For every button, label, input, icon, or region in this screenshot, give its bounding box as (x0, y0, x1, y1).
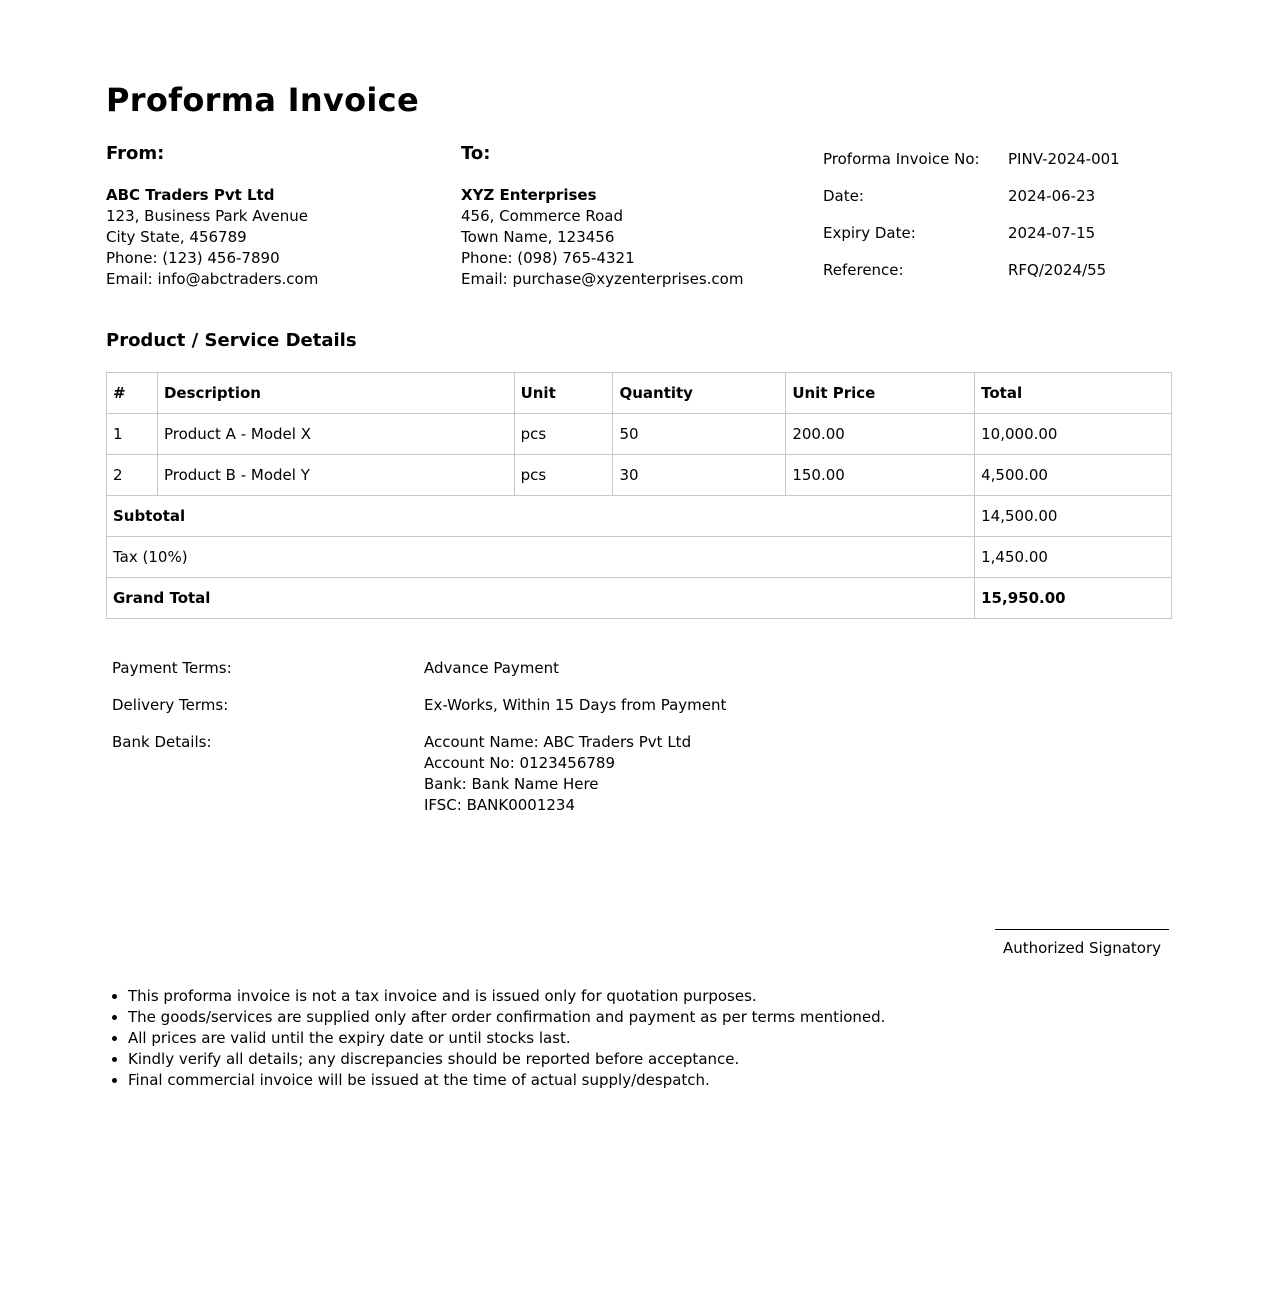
meta-label: Proforma Invoice No: (823, 150, 980, 168)
from-phone: Phone: (123) 456-7890 (106, 249, 280, 267)
tax-label: Tax (10%) (107, 537, 975, 578)
list-item: • The goods/services are supplied only after order confirmation and payment as per terms mentioned. (128, 1007, 885, 1028)
bank-details-label: Bank Details: (112, 733, 212, 751)
from-block (106, 143, 446, 290)
table-row (107, 414, 1172, 455)
meta-invoice-no (823, 148, 1172, 185)
from-heading: From: (106, 143, 165, 164)
column-header: Total (975, 373, 1172, 414)
meta-expiry-date (823, 222, 1172, 259)
signature-line (995, 913, 1169, 930)
table-cell: Product B - Model Y (157, 455, 514, 496)
from-email: Email: info@abctraders.com (106, 270, 319, 288)
column-header: # (107, 373, 158, 414)
items-table (106, 372, 1172, 619)
table-row (107, 455, 1172, 496)
meta-label: Reference: (823, 261, 904, 279)
meta-value: RFQ/2024/55 (1008, 261, 1107, 279)
to-email: Email: purchase@xyzenterprises.com (461, 270, 744, 288)
to-heading: To: (461, 143, 491, 164)
section-title: Product / Service Details (106, 330, 357, 351)
payment-terms-value: Advance Payment (424, 659, 560, 677)
to-company-name: XYZ Enterprises (461, 186, 597, 204)
table-cell: 4,500.00 (975, 455, 1172, 496)
list-item: • All prices are valid until the expiry date or until stocks last. (128, 1028, 885, 1049)
bank-account-no: Account No: 0123456789 (424, 754, 615, 772)
from-company-name: ABC Traders Pvt Ltd (106, 186, 275, 204)
table-header-row (107, 373, 1172, 414)
bank-details (112, 732, 1012, 816)
table-cell: Product A - Model X (157, 414, 514, 455)
meta-label: Expiry Date: (823, 224, 916, 242)
from-address-line1: 123, Business Park Avenue (106, 207, 308, 225)
signature-label: Authorized Signatory (1002, 939, 1162, 957)
to-address-line1: 456, Commerce Road (461, 207, 623, 225)
terms-section (112, 658, 1012, 832)
table-cell: 10,000.00 (975, 414, 1172, 455)
column-header: Description (157, 373, 514, 414)
delivery-terms-label: Delivery Terms: (112, 696, 229, 714)
meta-reference (823, 259, 1172, 296)
meta-value: PINV-2024-001 (1008, 150, 1120, 168)
invoice-meta (823, 148, 1172, 296)
bank-ifsc: IFSC: BANK0001234 (424, 796, 576, 814)
meta-value: 2024-06-23 (1008, 187, 1096, 205)
to-block (461, 143, 821, 290)
grand-total-row (107, 578, 1172, 619)
meta-label: Date: (823, 187, 864, 205)
notes-list (106, 986, 885, 1091)
to-address-line2: Town Name, 123456 (461, 228, 615, 246)
bank-name: Bank: Bank Name Here (424, 775, 599, 793)
table-cell: 200.00 (786, 414, 975, 455)
column-header: Quantity (613, 373, 786, 414)
column-header: Unit (514, 373, 613, 414)
column-header: Unit Price (786, 373, 975, 414)
subtotal-label: Subtotal (107, 496, 975, 537)
tax-value: 1,450.00 (975, 537, 1172, 578)
to-phone: Phone: (098) 765-4321 (461, 249, 635, 267)
subtotal-value: 14,500.00 (975, 496, 1172, 537)
table-cell: 2 (107, 455, 158, 496)
delivery-terms (112, 695, 1012, 716)
from-address-line2: City State, 456789 (106, 228, 247, 246)
list-item: • Kindly verify all details; any discrepancies should be reported before acceptance. (128, 1049, 885, 1070)
page-title: Proforma Invoice (106, 81, 419, 119)
table-cell: 30 (613, 455, 786, 496)
meta-value: 2024-07-15 (1008, 224, 1096, 242)
bank-account-name: Account Name: ABC Traders Pvt Ltd (424, 733, 692, 751)
grand-total-value: 15,950.00 (975, 578, 1172, 619)
tax-row (107, 537, 1172, 578)
table-cell: 1 (107, 414, 158, 455)
meta-date (823, 185, 1172, 222)
table-cell: 150.00 (786, 455, 975, 496)
bank-details-value (424, 732, 691, 816)
table-cell: 50 (613, 414, 786, 455)
signature-block (995, 913, 1169, 958)
list-item: • Final commercial invoice will be issued at the time of actual supply/despatch. (128, 1070, 885, 1091)
delivery-terms-value: Ex-Works, Within 15 Days from Payment (424, 696, 727, 714)
table-cell: pcs (514, 414, 613, 455)
list-item: • This proforma invoice is not a tax invoice and is issued only for quotation purposes. (128, 986, 885, 1007)
table-cell: pcs (514, 455, 613, 496)
subtotal-row (107, 496, 1172, 537)
grand-total-label: Grand Total (107, 578, 975, 619)
payment-terms-label: Payment Terms: (112, 659, 232, 677)
payment-terms (112, 658, 1012, 679)
